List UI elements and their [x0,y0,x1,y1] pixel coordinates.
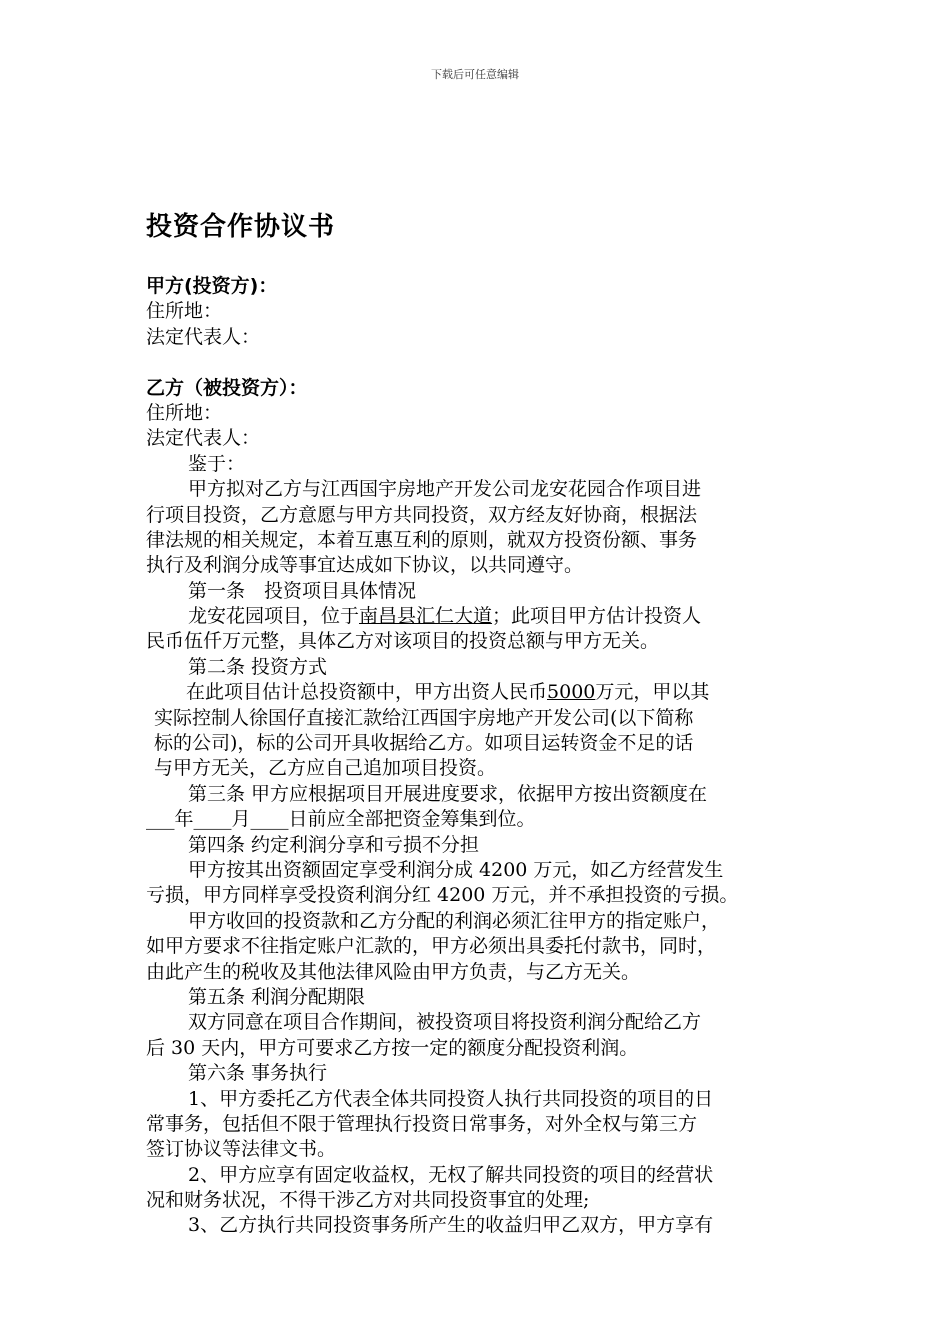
article-4-line: 如甲方要求不往指定账户汇款的，甲方必须出具委托付款书，同时， [146,935,717,958]
article-2-line: 实际控制人徐国仔直接汇款给江西国宇房地产开发公司(以下简称 [154,706,694,729]
article-5-title: 第五条 利润分配期限 [188,985,366,1008]
article-3-line: ___年____月____日前应全部把资金筹集到位。 [146,808,536,831]
intro-line: 行项目投资，乙方意愿与甲方共同投资，双方经友好协商，根据法 [146,503,698,526]
article-6-line: 况和财务状况，不得干涉乙方对共同投资事宜的处理; [146,1189,590,1212]
party-a-representative: 法定代表人： [146,325,261,348]
article-6-line: 2、甲方应享有固定收益权，无权了解共同投资的项目的经营状 [188,1163,714,1186]
intro-line: 执行及利润分成等事宜达成如下协议，以共同遵守。 [146,554,584,577]
article-1-title: 第一条 投资项目具体情况 [188,579,417,602]
article-6-line: 签订协议等法律文书。 [146,1138,337,1161]
investment-amount: 5000 [547,681,596,704]
document-title: 投资合作协议书 [146,212,336,242]
party-a-label: 甲方(投资方)： [146,275,278,297]
page-header: 下载后可任意编辑 [431,68,519,81]
project-location: 南昌县汇仁大道 [359,605,493,628]
article-3-line: 第三条 甲方应根据项目开展进度要求，依据甲方按出资额度在 [188,782,708,805]
article-4-line: 亏损，甲方同样享受投资利润分红 4200 万元，并不承担投资的亏损。 [146,884,739,907]
document-body [146,274,818,1239]
article-5-line: 后 30 天内，甲方可要求乙方按一定的额度分配投资利润。 [146,1036,639,1059]
article-6-line: 1、甲方委托乙方代表全体共同投资人执行共同投资的项目的日 [188,1087,714,1110]
article-2-line: 在此项目估计总投资额中，甲方出资人民币5000万元，甲以其 [186,681,710,704]
article-2-title: 第二条 投资方式 [188,655,328,678]
party-a-address: 住所地： [146,300,223,323]
article-6-line: 常事务，包括但不限于管理执行投资日常事务，对外全权与第三方 [146,1112,698,1135]
intro-line: 甲方拟对乙方与江西国宇房地产开发公司龙安花园合作项目进 [188,478,702,501]
article-4-line: 甲方按其出资额固定享受利润分成 4200 万元，如乙方经营发生 [188,858,724,881]
article-2-line: 标的公司)，标的公司开具收据给乙方。如项目运转资金不足的话 [154,732,694,755]
party-b-label: 乙方（被投资方）： [146,376,308,399]
party-b-representative: 法定代表人： [146,427,261,450]
article-5-line: 双方同意在项目合作期间，被投资项目将投资利润分配给乙方 [188,1011,702,1034]
article-4-line: 甲方收回的投资款和乙方分配的利润必须汇往甲方的指定账户， [188,909,721,932]
article-6-line: 3、乙方执行共同投资事务所产生的收益归甲乙双方，甲方享有 [188,1214,714,1237]
article-1-line: 龙安花园项目，位于南昌县汇仁大道；此项目甲方估计投资人 [188,605,702,628]
whereas-heading: 鉴于： [188,452,246,475]
party-b-address: 住所地： [146,401,223,424]
article-2-line: 与甲方无关，乙方应自己追加项目投资。 [154,757,497,780]
article-1-line: 民币伍仟万元整，具体乙方对该项目的投资总额与甲方无关。 [146,630,660,653]
article-6-title: 第六条 事务执行 [188,1062,328,1085]
article-4-line: 由此产生的税收及其他法律风险由甲方负责，与乙方无关。 [146,960,641,983]
article-4-title: 第四条 约定利润分享和亏损不分担 [188,833,480,856]
intro-line: 律法规的相关规定，本着互惠互利的原则，就双方投资份额、事务 [146,528,698,551]
